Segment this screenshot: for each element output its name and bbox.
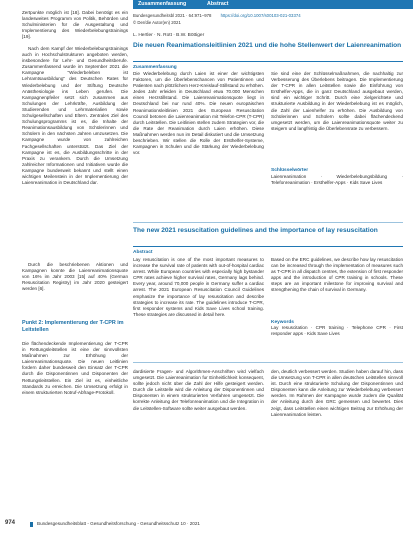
section-heading: Punkt 2: Implementierung der T-CPR im Leitstellen [22, 320, 124, 333]
divider [133, 362, 403, 363]
title-de: Die neuen Reanimationsleitlinien 2021 und die hohe Stellenwert der Laienreanimation [133, 42, 402, 49]
copyright: © Der/die Autor(en) 2021 [133, 20, 181, 25]
doi-link[interactable]: https://doi.org/10.1007/s00103-021-03374 [220, 13, 301, 18]
body-col-3: den, deutlich verbessert werden. Studien haben darauf hin, dass die Umsetzung von T-CPR in allen deutschen Leitstellen sinnvoll ist. Durch eine strukturierte Schulung der Disponentinnen und Disponenten kann die Anleitung zur Wiederbelebung verbessert werden. Im Rahmen der Kampagne wurde zudem die Qualität der Anleitung durch den GRC gemessen und bewertet. Dies zeigt, dass Leitstellen einen wichtigen Beitrag zur Erhöhung der Laienreanimation leisten. [271, 369, 403, 417]
page-footer [0, 519, 413, 532]
left-column [22, 10, 128, 302]
title-en: The new 2021 resuscitation guidelines and the importance of lay resuscitation [133, 227, 378, 234]
footer-accent [30, 522, 33, 527]
left-column-lower [22, 341, 128, 511]
de-text-right: Sie sind eine der Schlüsselmaßnahmen, die nachhaltig zur Verbesserung des Überlebens beitragen. Die Implementierung der T-CPR in allen Leitstellen sowie die Einführung von Ersthelfer-Apps, die in ganz Deutschland ausgebaut werden, sind ein wichtiger Schritt. Durch eine zielgerichtete und strukturierte Ausbildung in der Wiederbelebung ist es möglich, die Zahl der Laienhelfer zu erhöhen. Die Ausbildung von Schülerinnen und Schülern sollte dabei flächendeckend umgesetzt werden, um die Laienreanimationsquote weiter zu steigern und langfristig die Überlebensrate zu verbessern. [271, 71, 403, 131]
paragraph: Durch die beschriebenen Aktionen und Kampagnen konnte die Laienreanimationsquote von 16% im Jahr 2003 [15] auf 40% (German Resuscitation Registry) im Jahr 2020 gesteigert werden [6]. [22, 262, 128, 292]
de-keywords: Laienreanimation · Wiederbelebungsbildung · Telefonreanimation · Ersthelfer-Apps · Kids Save Lives [271, 174, 403, 186]
de-text-left: Die Wiederbelebung durch Laien ist einer der wichtigsten Faktoren, um die Überlebenschancen von Patientinnen und Patienten nach plötzlichem Herz-Kreislauf-Stillstand zu erhöhen. Jedes Jahr erleiden in Deutschland etwa 70.000 Menschen einen Herzstillstand. Die Laienreanimationsquote liegt in Deutschland bei nur rund 40%. Die neuen europäischen Reanimationsleitlinien 2021 des European Resuscitation Council betonen die Laienreanimation mit Telefon-CPR (T-CPR) durch Leitstellen. Die Leitlinien stellen zudem Strategien vor, die die Rate der Reanimation durch Laien erhöhen. Diese Maßnahmen werden nun im Detail diskutiert und die Umsetzung beschrieben. Wir stellen die Rolle der Ersthelfer-Systeme, Kampagnen in Schulen und die Stärkung der Wiederbelebung vor. [133, 71, 264, 156]
en-keywords-heading: Keywords [271, 320, 294, 325]
en-keywords: Lay resuscitation · CPR training · Telephone CPR · First responder apps · Kids Save Lives [271, 325, 403, 337]
paragraph: Die flächendeckende Implementierung der T-CPR in Rettungsleitstellen ist eine der sinnvollsten Maßnahmen zur Erhöhung der Laienreanimationsquote. Die neuen Leitlinien fordern daher bundesweit den Einsatz der T-CPR durch die Disponentinnen und Disponenten der Rettungsleitstellen. Ein Ziel ist es, einheitliche Standards zu erreichen. Die Umsetzung erfolgt in einem strukturierten Notruf-Abfrage-Protokoll. [22, 341, 128, 395]
de-heading: Zusammenfassung [133, 65, 177, 70]
tab-zusammenfassung: Zusammenfassung [138, 1, 187, 7]
authors: L. Hertler · N. Rott · B.W. Böttiger [133, 33, 205, 38]
divider [133, 246, 403, 247]
paragraph: Nach dem Kampf der Wiederbelebungstrainings auch in Hochschulstrukturen angeboten werden, insbesondere für Lehr- und Gesundheitsberufe. Zusammenfassend wurde im September 2021 die Kampagne "Wiederbeleben ist Lehramtsausbildung" des Deutschen Rates für Wiederbelebung und der Stiftung Deutsche Anästhesiologie ins Leben gerufen. Die Kampagnenpfeiler setzt sich zusammen aus Schulungen der Lehrkräfte, Ausbildung der Studierenden und Lehrmaterialien sowie Schulgesellschaften und Eltern. Zentrales Ziel des Schulungsprogramms ist es, die Inhalte der Reanimationsausbildung von Schülerinnen und Schülern in den nächsten Jahren umzusetzen. Die Kampagne wurde von zahlreichen Fachgesellschaften unterstützt. Das Ziel der Kampagne ist es, die Ausbildungsschritte in der Praxis zu verankern. Durch die Umsetzung zahlreicher Informationen und Initiativen wurde die Kampagne bundesweit bekannt und stellt einen wichtigen Meilenstein in der Implementierung der Laienreanimation in Deutschland dar. [22, 46, 128, 186]
en-text-left: Lay resuscitation is one of the most important measures to increase the survival rate of patients with out-of-hospital cardiac arrest. While European countries with especially high bystander CPR rates achieve higher survival rates, Germany lags behind. Every year, around 70,000 people in Germany suffer a cardiac arrest. The 2021 European Resuscitation Council Guidelines emphasize the importance of lay resuscitation and describe strategies to increase its rate. The guidelines introduce T-CPR, first responder systems and Kids Save Lives school training. These strategies are discussed in detail here. [133, 257, 264, 317]
page-number: 974 [5, 520, 16, 526]
body-col-2: dardisierte Fragen- und Algorithmen-Anschriften wird vielfach umgesetzt. Die Laienreanimation fur Einheitlichkeit konsequent, sollte jedoch nicht über die Zahl der Hilfe gesteigert werden. Durch die Leitstelle wird die Anleitung der Disponentinnen und Disponenten in einem strukturierten Verfahren umgesetzt. Die korrekte Anleitung der Telefonreanimation und die Integration in die Leitstellen-Software sollte weiter ausgebaut werden. [133, 369, 264, 411]
citation-line [133, 13, 413, 18]
en-heading: Abstract [133, 250, 153, 255]
abstract-header-bar [133, 0, 413, 9]
citation: Bundesgesundheitsbl 2021 · 64:971–978 [133, 13, 212, 18]
tab-abstract: Abstract [207, 1, 229, 7]
divider [133, 222, 403, 223]
paragraph: Zertpunkte möglich ist [18]. Dabei benötigt es ein landesweites Programm von Politik, Behörden und Schulministerien für die Ausgestaltung und Implementierung des Wiederbelebungstrainings [19]. [22, 10, 128, 40]
divider [133, 61, 403, 62]
en-text-right: Based on the ERC guidelines, we describe how lay resuscitation can be increased through the implementation of measures such as T-CPR in all dispatch centres, the extension of first responder apps and the introduction of CPR training in schools. These steps are an important milestone for improving survival and strengthening the chain of survival in Germany. [271, 257, 403, 293]
journal-name: Bundesgesundheitsblatt - Gesundheitsforschung - Gesundheitsschutz 10 · 2021 [37, 520, 200, 526]
de-keywords-heading: Schlüsselwörter [271, 168, 309, 173]
